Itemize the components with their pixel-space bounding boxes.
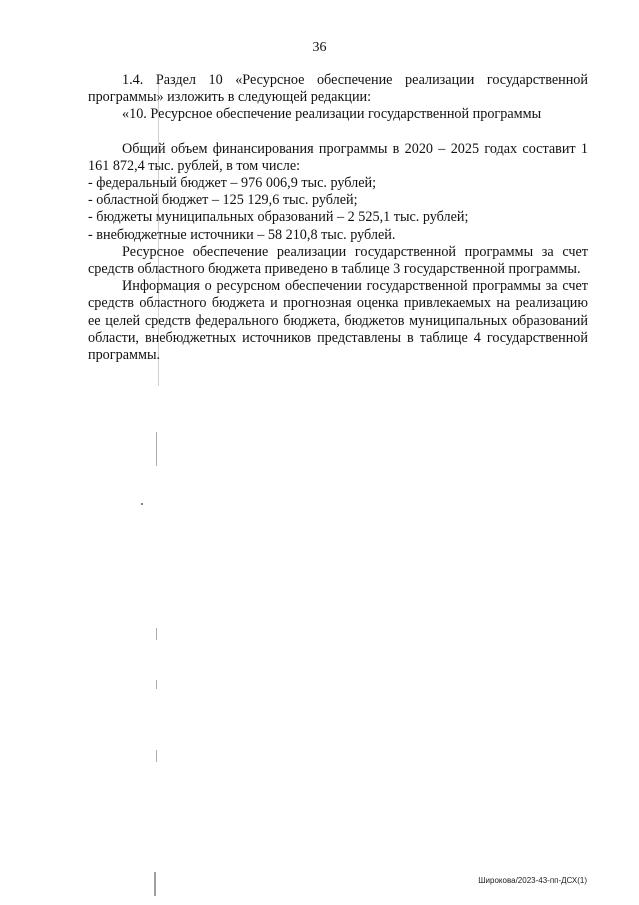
list-item-extrabudgetary: - внебюджетные источники – 58 210,8 тыс. рублей. [88,226,396,243]
scan-mark [158,76,159,386]
scan-mark [156,628,157,640]
scan-mark [156,680,157,689]
scan-mark [154,872,156,896]
list-item-federal: - федеральный бюджет – 976 006,9 тыс. рублей; [88,175,377,192]
list-item-regional: - областной бюджет – 125 129,6 тыс. рублей; [88,192,358,209]
table4-paragraph: Информация о ресурсном обеспечении государственной программы за счет средств областного бюджета и прогнозная оценка привлекаемых на реализацию ее целей средств федерального бюджета, бюджетов муниципальных образований области, внебюджетных источников представлены в таблице 4 государственной программы. [88,278,588,364]
scan-mark [156,750,157,762]
scan-dot [141,503,143,505]
blank-line [88,124,588,141]
table3-paragraph: Ресурсное обеспечение реализации государственной программы за счет средств областного бюджета приведено в таблице 3 государственной программы. [88,243,588,278]
page-number: 36 [312,40,327,55]
footer-reference: Широкова/2023-43-пп-ДСХ(1) [478,876,587,885]
list-item-municipal: - бюджеты муниципальных образований – 2 525,1 тыс. рублей; [88,209,469,226]
section-heading: «10. Ресурсное обеспечение реализации государственной программы [122,106,542,123]
amendment-paragraph: 1.4. Раздел 10 «Ресурсное обеспечение реализации государственной программы» изложить в следующей редакции: [88,72,588,106]
scan-mark [156,432,157,466]
document-body [88,72,588,364]
total-financing-paragraph: Общий объем финансирования программы в 2020 – 2025 годах составит 1 161 872,4 тыс. рублей, в том числе: [88,140,588,174]
